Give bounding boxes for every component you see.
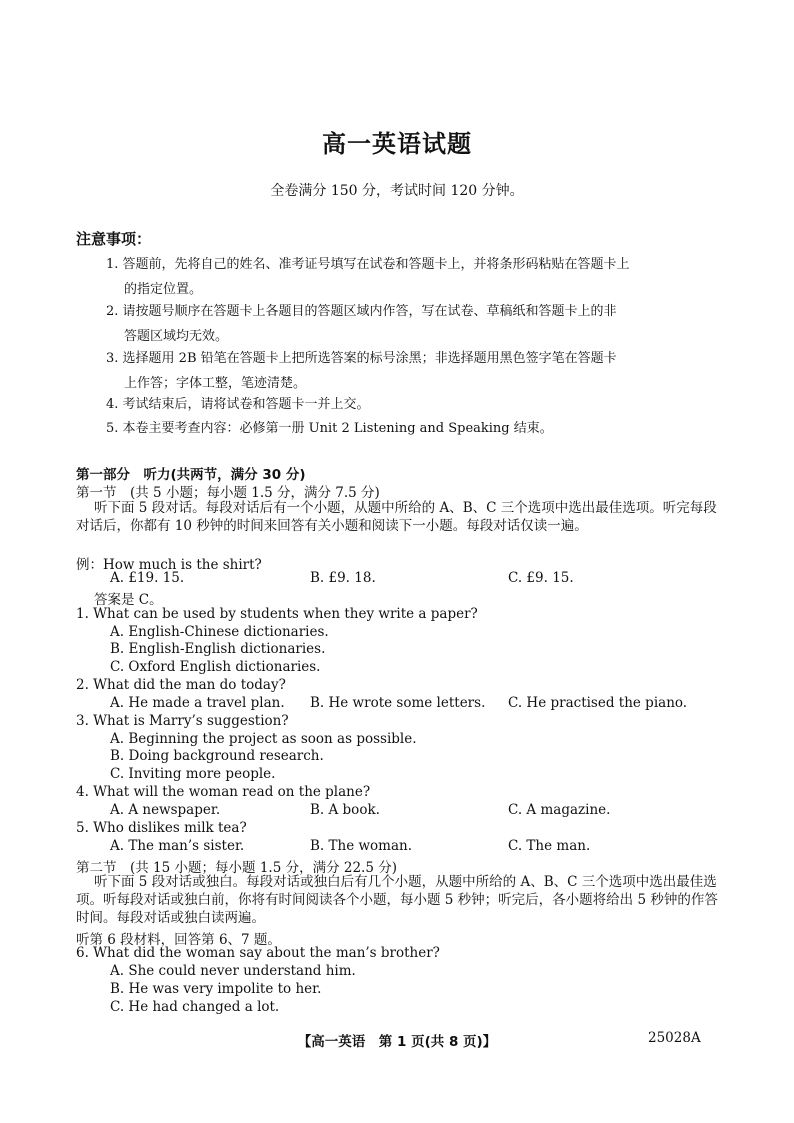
page-title: 高一英语试题 [322, 130, 472, 158]
option-a: A. The man’s sister. [110, 838, 245, 854]
notice-item-2 [106, 299, 726, 349]
notice-line: 上作答；字体工整，笔迹清楚。 [124, 376, 307, 391]
option-c: C. He practised the piano. [508, 695, 688, 711]
option-b: B. English-English dictionaries. [110, 641, 326, 657]
option-a: A. £19. 15. [110, 570, 185, 586]
option-b: B. He was very impolite to her. [110, 981, 322, 997]
example-question: 例：How much is the shirt? [76, 557, 262, 573]
option-c: C. A magazine. [508, 802, 611, 818]
question-5: 5. Who dislikes milk tea? [76, 820, 247, 836]
option-c: C. The man. [508, 838, 591, 854]
material-instruction: 听第 6 段材料，回答第 6、7 题。 [76, 932, 281, 948]
notice-line: 2. 请按题号顺序在答题卡上各题目的答题区域内作答，写在试卷、草稿纸和答题卡上的非 [106, 304, 617, 319]
section2-heading: 第二节 (共 15 小题；每小题 1.5 分，满分 22.5 分) [76, 860, 397, 876]
option-b: B. A book. [310, 802, 380, 818]
section1-instructions: 听下面 5 段对话。每段对话后有一个小题，从题中所给的 A、B、C 三个选项中选出最佳选项。听完每段对话后，你都有 10 秒钟的时间来回答有关小题和阅读下一小题。每段对话仅读一遍。 [76, 500, 717, 534]
option-b: B. Doing background research. [110, 748, 324, 764]
option-c: C. Oxford English dictionaries. [110, 659, 321, 675]
option-a: A. Beginning the project as soon as possible. [110, 731, 417, 747]
option-c: C. £9. 15. [508, 570, 574, 586]
notice-heading: 注意事项： [76, 230, 152, 248]
part1-heading: 第一部分 听力(共两节，满分 30 分) [76, 467, 306, 483]
question-6: 6. What did the woman say about the man’s brother? [76, 945, 440, 961]
notice-item-1 [106, 252, 726, 302]
option-b: B. £9. 18. [310, 570, 376, 586]
section2-instructions: 听下面 5 段对话或独白。每段对话或独白后有几个小题，从题中所给的 A、B、C 三个选项中选出最佳选项。听每段对话或独白前，你将有时间阅读各个小题，每小题 5 秒钟；听完后，各小题将给出 5 秒钟的作答时间。每段对话或独白读两遍。 [76, 874, 718, 926]
question-1: 1. What can be used by students when they write a paper? [76, 606, 478, 622]
notice-line: 4. 考试结束后，请将试卷和答题卡一并上交。 [106, 397, 370, 412]
option-b: B. The woman. [310, 838, 413, 854]
page-footer: 【高一英语 第 1 页(共 8 页)】 [297, 1034, 497, 1050]
question-3: 3. What is Marry’s suggestion? [76, 713, 289, 729]
section1-heading: 第一节 (共 5 小题；每小题 1.5 分，满分 7.5 分) [76, 485, 380, 501]
option-c: C. Inviting more people. [110, 766, 276, 782]
paper-code: 25028A [648, 1030, 701, 1046]
notice-line: 的指定位置。 [124, 282, 203, 297]
option-a: A. A newspaper. [110, 802, 221, 818]
notice-line: 5. 本卷主要考查内容：必修第一册 Unit 2 Listening and Speaking 结束。 [106, 421, 553, 436]
question-4: 4. What will the woman read on the plane? [76, 784, 371, 800]
question-2: 2. What did the man do today? [76, 677, 286, 693]
exam-info: 全卷满分 150 分，考试时间 120 分钟。 [270, 183, 524, 199]
option-b: B. He wrote some letters. [310, 695, 486, 711]
option-c: C. He had changed a lot. [110, 999, 280, 1015]
option-a: A. She could never understand him. [110, 963, 356, 979]
option-a: A. He made a travel plan. [110, 695, 285, 711]
option-a: A. English-Chinese dictionaries. [110, 624, 329, 640]
notice-item-5 [106, 416, 726, 441]
example-answer: 答案是 C。 [94, 592, 163, 608]
notice-line: 1. 答题前，先将自己的姓名、准考证号填写在试卷和答题卡上，并将条形码粘贴在答题卡上 [106, 257, 630, 272]
notice-line: 答题区域均无效。 [124, 329, 229, 344]
notice-line: 3. 选择题用 2B 铅笔在答题卡上把所选答案的标号涂黑；非选择题用黑色签字笔在答题卡 [106, 351, 617, 366]
notice-item-4 [106, 392, 726, 417]
notice-item-3 [106, 346, 726, 396]
